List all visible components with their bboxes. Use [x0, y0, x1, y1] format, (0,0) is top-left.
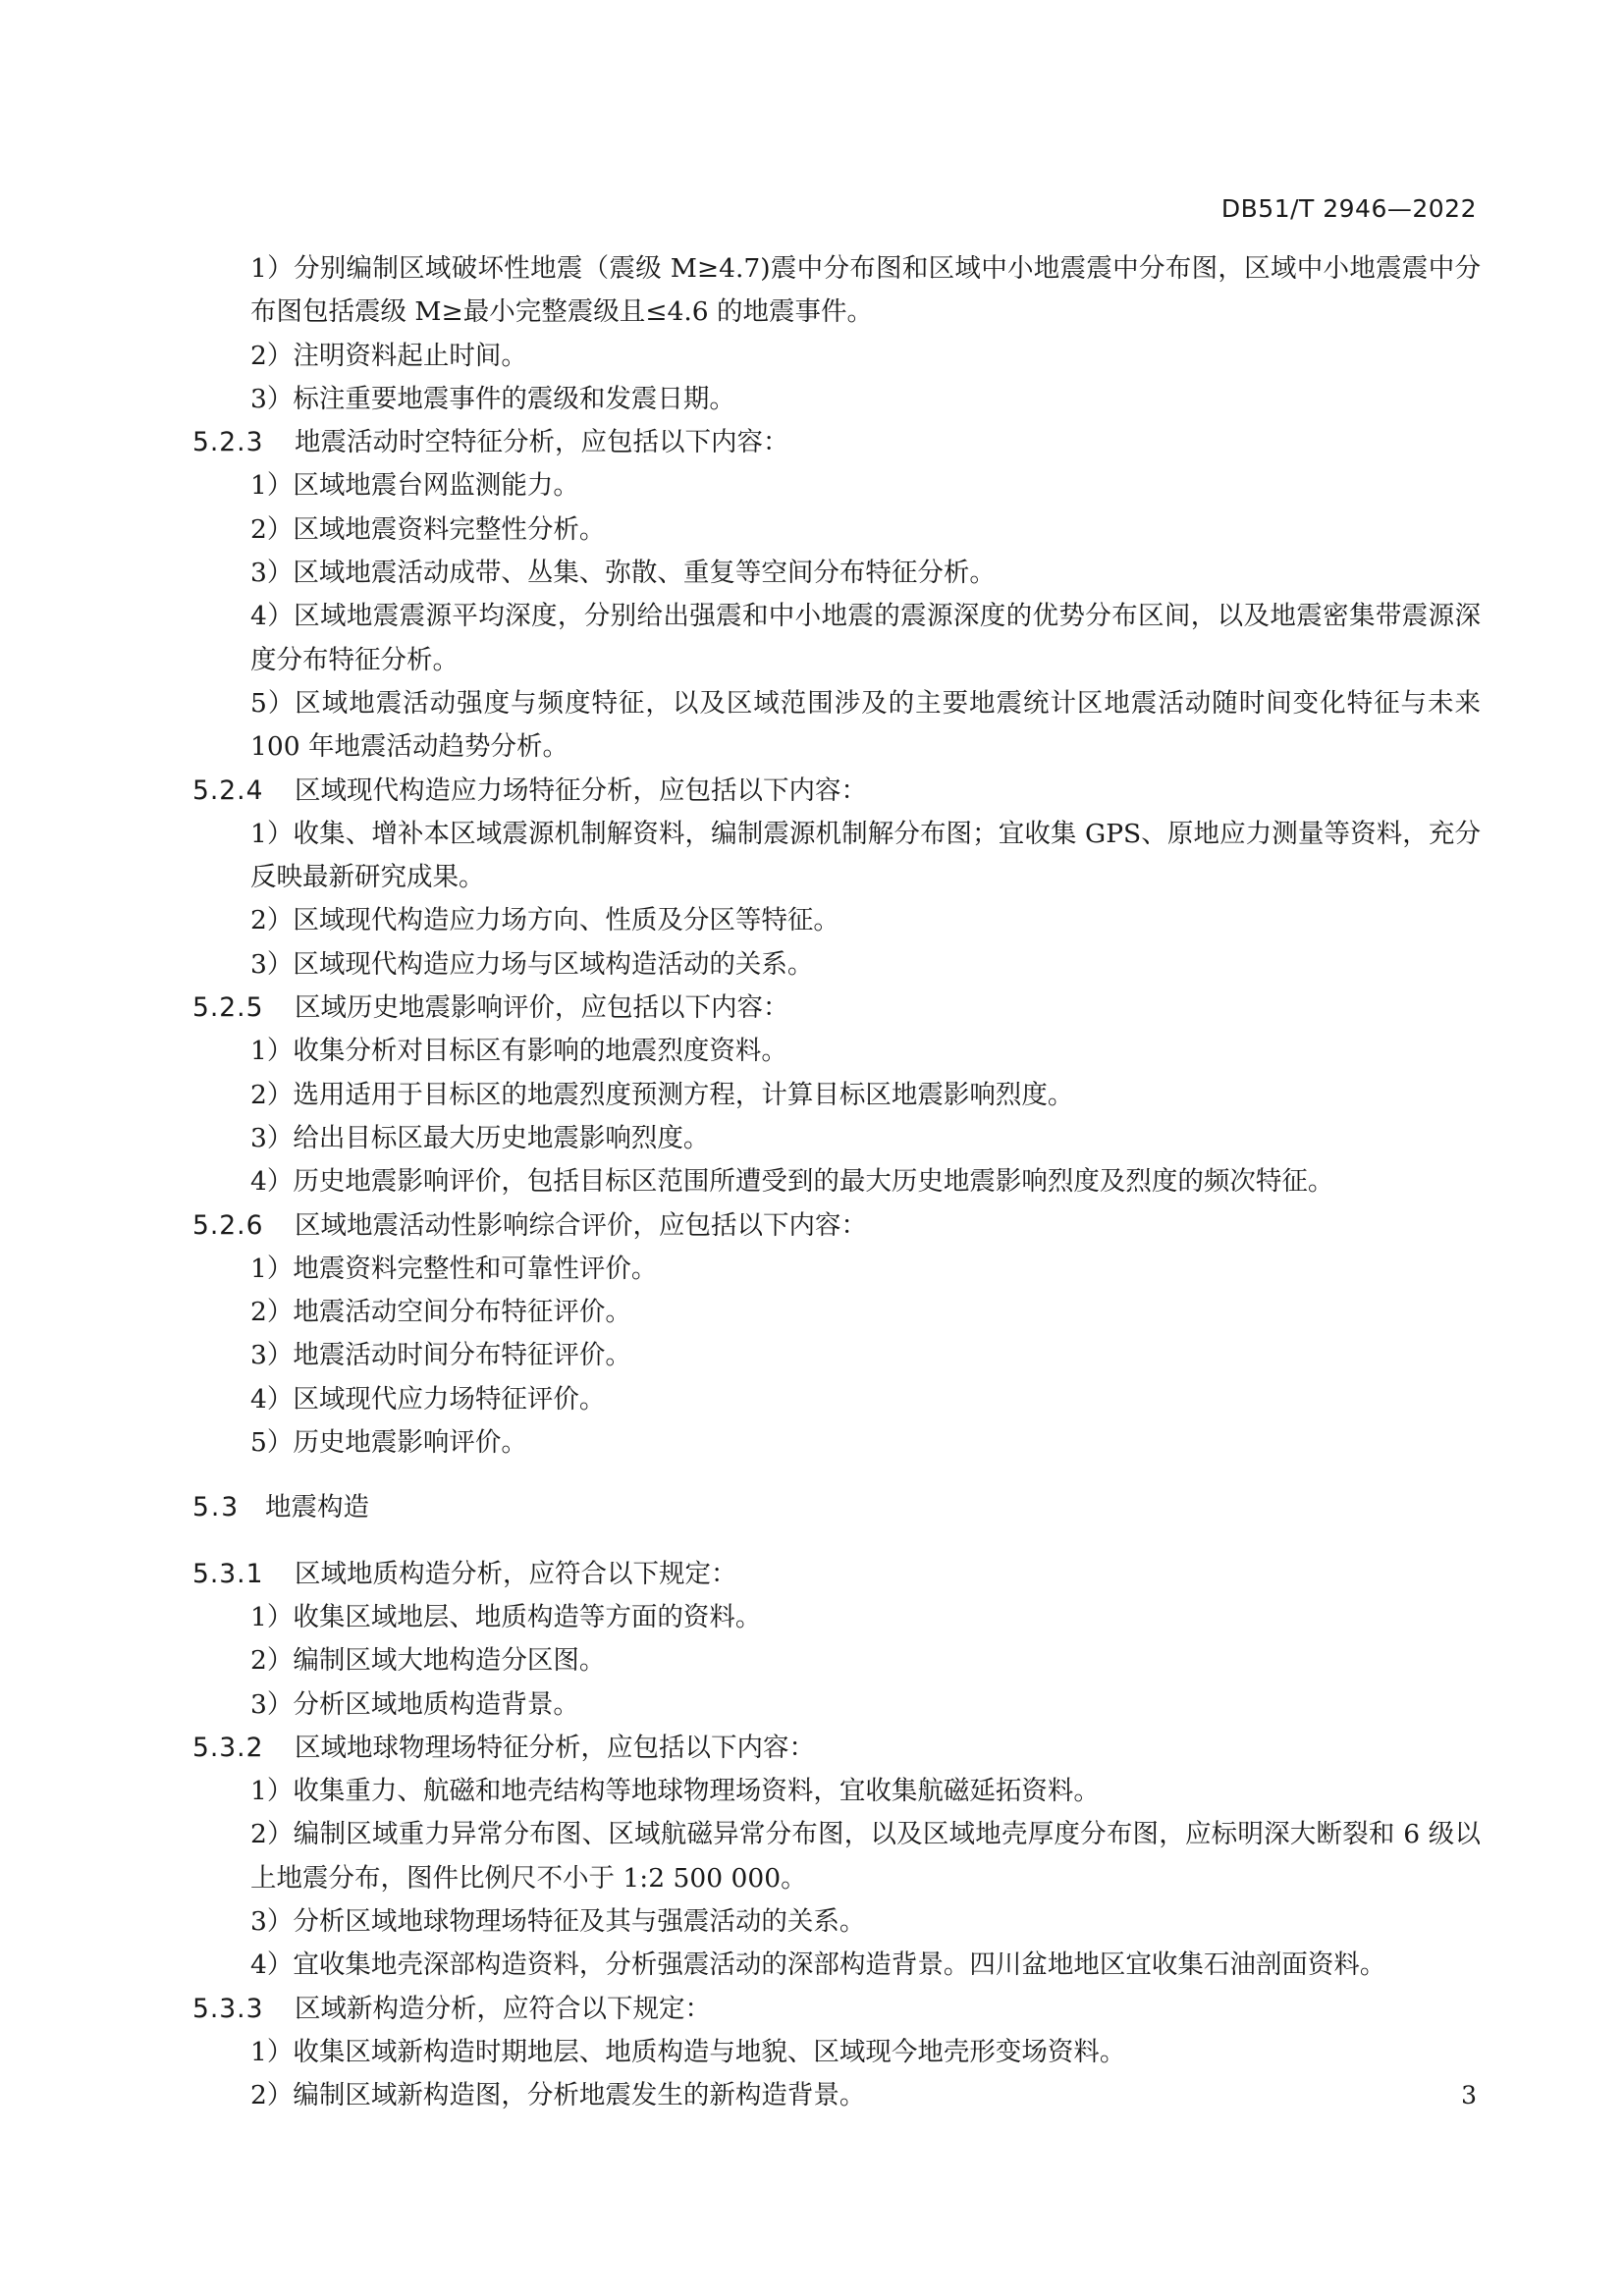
list-item: 4）区域现代应力场特征评价。: [250, 1383, 606, 1415]
list-item: 4）宜收集地壳深部构造资料，分析强震活动的深部构造背景。四川盆地地区宜收集石油剖面资料。: [250, 1949, 1386, 1981]
clause-text: 区域地震活动性影响综合评价，应包括以下内容：: [295, 1209, 867, 1241]
list-item: 3）地震活动时间分布特征评价。: [250, 1340, 631, 1371]
document-body: [192, 247, 1481, 2117]
list-item: 3）分析区域地质构造背景。: [250, 1688, 579, 1720]
clause-heading: [192, 987, 1481, 1030]
list-item: 1）收集、增补本区域震源机制解资料，编制震源机制解分布图；宜收集 GPS、原地应力测量等资料，充分反映最新研究成果。: [250, 818, 1481, 893]
clause-heading: [192, 1988, 1481, 2031]
list-item: 3）分析区域地球物理场特征及其与强震活动的关系。: [250, 1905, 866, 1937]
list-item: 3）区域地震活动成带、丛集、弥散、重复等空间分布特征分析。: [250, 558, 996, 589]
document-code-header: DB51/T 2946—2022: [1220, 194, 1477, 223]
list-item: 2）注明资料起止时间。: [250, 340, 527, 371]
list-item: 1）区域地震台网监测能力。: [250, 470, 579, 502]
list-item: 1）收集分析对目标区有影响的地震烈度资料。: [250, 1036, 787, 1067]
list-item: 2）编制区域大地构造分区图。: [250, 1645, 606, 1677]
clause-heading: [192, 1204, 1481, 1248]
clause-text: 地震活动时空特征分析，应包括以下内容：: [295, 427, 789, 458]
list-item: 1）收集重力、航磁和地壳结构等地球物理场资料，宜收集航磁延拓资料。: [250, 1776, 1100, 1807]
list-item: 2）选用适用于目标区的地震烈度预测方程，计算目标区地震影响烈度。: [250, 1079, 1074, 1110]
clause-number: 5.2.5: [192, 992, 264, 1024]
clause-text: 区域现代构造应力场特征分析，应包括以下内容：: [295, 774, 867, 806]
section-title: 地震构造: [265, 1492, 369, 1523]
list-item: 4）区域地震震源平均深度，分别给出强震和中小地震的震源深度的优势分布区间，以及地震密集带震源深度分布特征分析。: [250, 601, 1481, 675]
list-item: 5）历史地震影响评价。: [250, 1427, 527, 1459]
clause-text: 区域地球物理场特征分析，应包括以下内容：: [295, 1732, 815, 1763]
section-number: 5.3: [192, 1492, 241, 1523]
list-item: 2）编制区域新构造图，分析地震发生的新构造背景。: [250, 2080, 866, 2111]
list-item: 2）地震活动空间分布特征评价。: [250, 1297, 631, 1328]
list-item: 5）区域地震活动强度与频度特征，以及区域范围涉及的主要地震统计区地震活动随时间变化特征与未来 100 年地震活动趋势分析。: [250, 687, 1481, 763]
clause-text: 区域历史地震影响评价，应包括以下内容：: [295, 992, 789, 1024]
clause-heading: [192, 1727, 1481, 1770]
list-item: 1）分别编制区域破坏性地震（震级 M≥4.7)震中分布图和区域中小地震震中分布图，区域中小地震震中分布图包括震级 M≥最小完整震级且≤4.6 的地震事件。: [250, 253, 1481, 328]
list-item: 1）地震资料完整性和可靠性评价。: [250, 1253, 658, 1284]
page-number: 3: [1461, 2081, 1477, 2109]
clause-number: 5.2.3: [192, 427, 264, 458]
clause-number: 5.2.4: [192, 774, 264, 806]
section-heading: [192, 1486, 1481, 1529]
clause-heading: [192, 770, 1481, 813]
list-item: 1）收集区域新构造时期地层、地质构造与地貌、区域现今地壳形变场资料。: [250, 2036, 1126, 2067]
clause-heading: [192, 421, 1481, 464]
clause-text: 区域地质构造分析，应符合以下规定：: [295, 1558, 737, 1589]
list-item: 1）收集区域地层、地质构造等方面的资料。: [250, 1601, 762, 1632]
list-item: 2）区域现代构造应力场方向、性质及分区等特征。: [250, 905, 839, 936]
list-item: 2）编制区域重力异常分布图、区域航磁异常分布图，以及区域地壳厚度分布图，应标明深大断裂和 6 级以上地震分布，图件比例尺不小于 1:2 500 000。: [250, 1819, 1481, 1894]
clause-number: 5.2.6: [192, 1209, 264, 1241]
list-item: 2）区域地震资料完整性分析。: [250, 513, 606, 545]
list-item: 3）区域现代构造应力场与区域构造活动的关系。: [250, 948, 814, 980]
list-item: 3）标注重要地震事件的震级和发震日期。: [250, 383, 735, 414]
clause-text: 区域新构造分析，应符合以下规定：: [295, 1993, 711, 2024]
clause-number: 5.3.1: [192, 1558, 264, 1589]
clause-number: 5.3.2: [192, 1732, 264, 1763]
clause-heading: [192, 1553, 1481, 1596]
list-item: 4）历史地震影响评价，包括目标区范围所遭受到的最大历史地震影响烈度及烈度的频次特征。: [250, 1166, 1334, 1198]
clause-number: 5.3.3: [192, 1993, 264, 2024]
list-item: 3）给出目标区最大历史地震影响烈度。: [250, 1122, 710, 1153]
